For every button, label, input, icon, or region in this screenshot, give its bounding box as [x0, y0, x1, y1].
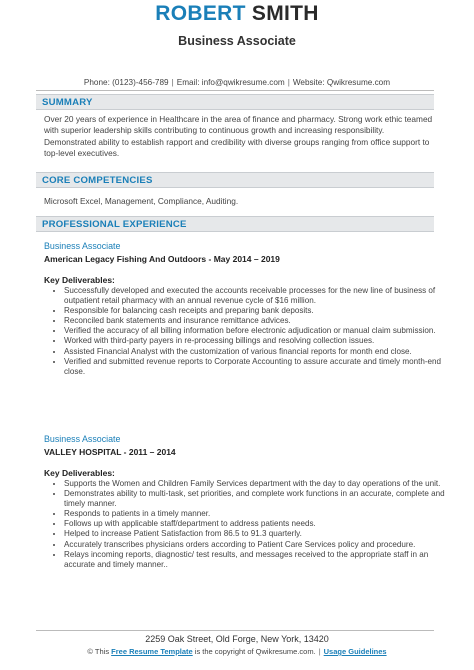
- summary-heading: SUMMARY: [36, 94, 434, 110]
- first-name: ROBERT: [155, 2, 246, 25]
- separator: |: [318, 647, 321, 656]
- job-bullets: [52, 286, 448, 377]
- credit-middle: is the copyright of Qwikresume.com.: [192, 647, 316, 656]
- list-item: • Worked with third-party payers in re-processing billings and resolving collection issues.: [64, 336, 448, 346]
- list-item: • Follows up with applicable staff/department to address patients needs.: [64, 519, 448, 529]
- job-company: American Legacy Fishing And Outdoors - May 2014 – 2019: [44, 254, 280, 264]
- competencies-text: Microsoft Excel, Management, Compliance, Auditing.: [44, 196, 239, 206]
- list-item: • Reconciled bank statements and insurance remittance advices.: [64, 316, 448, 326]
- list-item: • Helped to increase Patient Satisfaction from 86.5 to 91.3 quarterly.: [64, 529, 448, 539]
- job-bullets: [52, 479, 448, 570]
- separator: |: [287, 78, 290, 87]
- phone: Phone: (0123)-456-789: [83, 78, 169, 87]
- list-item: • Relays incoming reports, diagnostic/ test results, and messages received to the appropriate staff in an accurate and timely manner..: [64, 550, 448, 570]
- footer-credit: [0, 647, 474, 656]
- competencies-heading: CORE COMPETENCIES: [36, 172, 434, 188]
- credit-prefix: © This: [87, 647, 112, 656]
- divider: [36, 630, 434, 631]
- deliverables-label: Key Deliverables:: [44, 468, 115, 478]
- list-item: • Demonstrates ability to multi-task, set priorities, and complete work functions in an accurate, complete and timely manner.: [64, 489, 448, 509]
- job-role: Business Associate: [44, 241, 121, 251]
- list-item: • Assisted Financial Analyst with the customization of various financial reports for month end close.: [64, 347, 448, 357]
- last-name: SMITH: [251, 2, 319, 25]
- list-item: • Accurately transcribes physicians orders according to Patient Care Services policy and procedure.: [64, 540, 448, 550]
- experience-heading: PROFESSIONAL EXPERIENCE: [36, 216, 434, 232]
- job-title: Business Associate: [178, 34, 296, 48]
- contact-line: [0, 78, 474, 87]
- email: Email: info@qwikresume.com: [176, 78, 285, 87]
- list-item: • Successfully developed and executed the accounts receivable processes for the new line of business of outpatient retail pharmacy with an annual revenue cycle of $16 million.: [64, 286, 448, 306]
- separator: |: [171, 78, 174, 87]
- job-company: VALLEY HOSPITAL - 2011 – 2014: [44, 447, 176, 457]
- free-template-link[interactable]: Free Resume Template: [111, 647, 193, 656]
- footer-address: 2259 Oak Street, Old Forge, New York, 13420: [145, 634, 329, 644]
- divider: [36, 90, 434, 91]
- list-item: • Responds to patients in a timely manner.: [64, 509, 448, 519]
- website: Website: Qwikresume.com: [292, 78, 391, 87]
- list-item: • Supports the Women and Children Family Services department with the day to day operations of the unit.: [64, 479, 448, 489]
- list-item: • Verified the accuracy of all billing information before electronic adjudication or manual claim submission.: [64, 326, 448, 336]
- deliverables-label: Key Deliverables:: [44, 275, 115, 285]
- list-item: • Verified and submitted revenue reports to Corporate Accounting to assure accurate and timely month-end close.: [64, 357, 448, 377]
- usage-guidelines-link[interactable]: Usage Guidelines: [323, 647, 387, 656]
- candidate-name: [0, 2, 474, 26]
- job-role: Business Associate: [44, 434, 121, 444]
- list-item: • Responsible for balancing cash receipts and preparing bank deposits.: [64, 306, 448, 316]
- summary-text: Over 20 years of experience in Healthcare in the area of finance and pharmacy. Strong work ethic teamed with superior leadership skills contributing to continuous growth and increasing responsibility. Demonstrated ability to establish rapport and credibility with diverse groups ranging from office support to top-level executives.: [44, 114, 433, 158]
